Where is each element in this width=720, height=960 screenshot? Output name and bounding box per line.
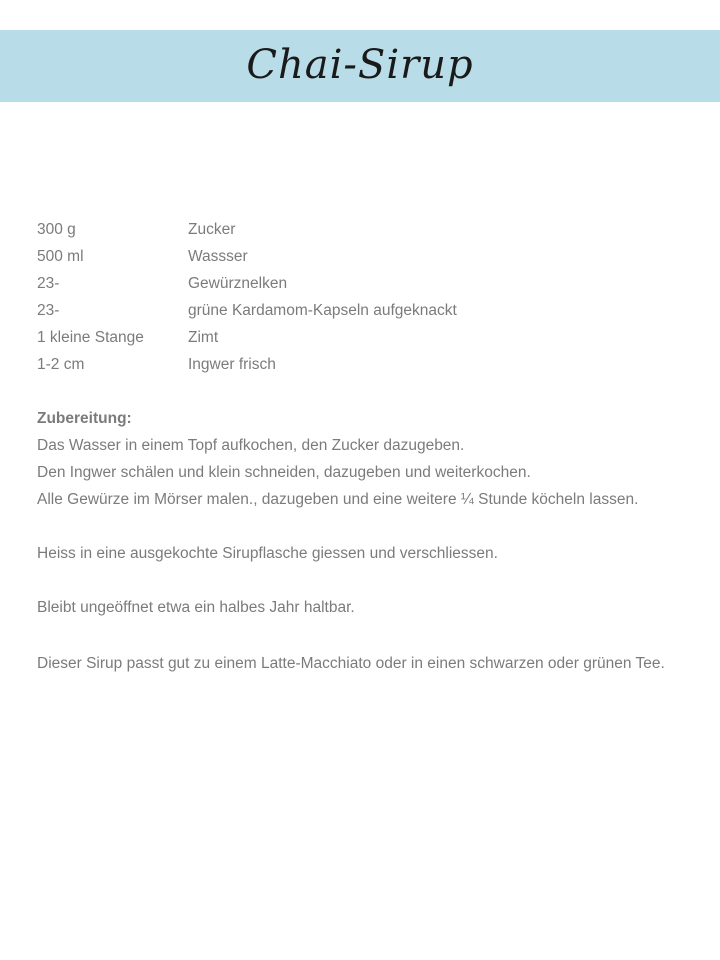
ingredient-quantity: 23- xyxy=(37,275,60,292)
ingredient-row xyxy=(37,216,697,243)
ingredient-name: Zucker xyxy=(188,221,236,238)
ingredient-row xyxy=(37,243,697,270)
spacer xyxy=(37,513,697,540)
ingredient-name: Ingwer frisch xyxy=(188,356,276,373)
ingredient-row xyxy=(37,270,697,297)
bottling-note: Heiss in eine ausgekochte Sirupflasche giessen und verschliessen. xyxy=(37,545,498,562)
preparation-heading: Zubereitung: xyxy=(37,410,132,427)
shelf-life-note: Bleibt ungeöffnet etwa ein halbes Jahr haltbar. xyxy=(37,599,355,616)
ingredient-quantity: 1 kleine Stange xyxy=(37,329,144,346)
ingredient-list xyxy=(37,216,697,378)
preparation-step: Das Wasser in einem Topf aufkochen, den Zucker dazugeben. xyxy=(37,437,465,454)
ingredient-name: Zimt xyxy=(188,329,219,346)
ingredient-quantity: 23- xyxy=(37,302,60,319)
preparation-step: Alle Gewürze im Mörser malen., dazugeben und eine weitere ¼ Stunde köcheln lassen. xyxy=(37,491,639,508)
preparation-step: Den Ingwer schälen und klein schneiden, dazugeben und weiterkochen. xyxy=(37,464,531,481)
title-banner xyxy=(0,30,720,102)
ingredient-row xyxy=(37,297,697,324)
page-title: Chai-Sirup xyxy=(246,42,474,88)
ingredient-row xyxy=(37,324,697,351)
ingredient-name: grüne Kardamom-Kapseln aufgeknackt xyxy=(188,302,457,319)
ingredient-name: Wassser xyxy=(188,248,248,265)
ingredient-quantity: 300 g xyxy=(37,221,76,238)
spacer xyxy=(37,567,697,594)
ingredient-quantity: 1-2 cm xyxy=(37,356,85,373)
ingredient-row xyxy=(37,351,697,378)
serving-note: Dieser Sirup passt gut zu einem Latte-Macchiato oder in einen schwarzen oder grünen Tee. xyxy=(37,655,665,672)
recipe-content xyxy=(37,216,697,675)
spacer xyxy=(37,621,697,648)
ingredient-name: Gewürznelken xyxy=(188,275,288,292)
ingredient-quantity: 500 ml xyxy=(37,248,84,265)
